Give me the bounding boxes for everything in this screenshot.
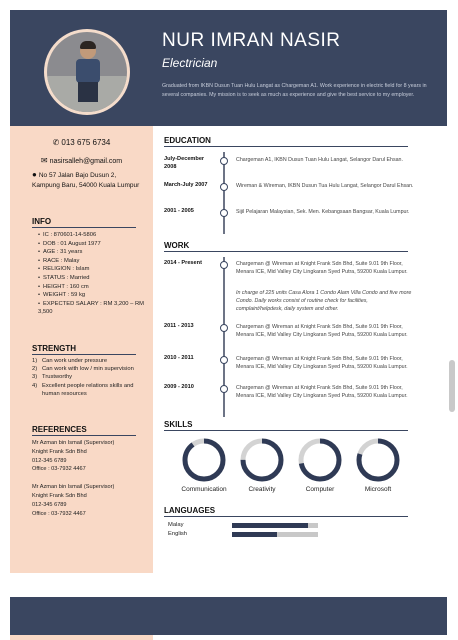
skill-ring-fill: [185, 441, 223, 479]
reference-office: Office : 03-7932 4467: [32, 510, 86, 517]
references-divider: [32, 435, 136, 436]
work-entry-text: Chargeman @ Wireman at Knight Frank Sdn Bhd, Suite 9.01 9th Floor, Menara ICE, Mid Valley City Lingkaran Syed Putra, 59200 Kuala Lumpur.: [236, 324, 408, 338]
work-entry-text: Chargeman @ Wireman at Knight Frank Sdn Bhd, Suite 9.01 9th Floor, Menara ICE, Mid Valley City Lingkaran Syed Putra, 59200 Kuala Lumpur.: [236, 356, 408, 370]
language-label: Malay: [168, 522, 184, 528]
language-bar-fill: [232, 523, 308, 528]
skill-item: [178, 436, 230, 493]
resume-page: [10, 10, 447, 573]
timeline-dot-icon: [220, 356, 228, 364]
work-divider: [164, 251, 408, 252]
phone-number: 013 675 6734: [61, 138, 111, 147]
skills-divider: [164, 430, 408, 431]
strength-text: Can work with low / min supervision: [42, 366, 134, 373]
reference-company: Knight Frank Sdn Bhd: [32, 492, 87, 499]
timeline-dot-icon: [220, 157, 228, 165]
next-page-left-column: [10, 635, 153, 640]
work-entry-text: Chargeman @ Wireman at Knight Frank Sdn Bhd, Suite 9.01 9th Floor, Menara ICE, Mid Valley City Lingkaran Syed Putra, 59200 Kuala Lumpur.: [236, 261, 408, 275]
next-page-header: [10, 597, 447, 635]
timeline-dot-icon: [220, 183, 228, 191]
strength-number: 2): [32, 366, 38, 373]
language-bar-fill: [232, 532, 277, 537]
skill-label: Creativity: [248, 486, 276, 493]
address-text: No 57 Jalan Bajo Dusun 2, Kampung Baru, 54000 Kuala Lumpur: [32, 172, 140, 189]
strength-text: Can work under pressure: [42, 358, 108, 364]
strength-list: [32, 357, 144, 398]
strength-text: Trustworthy: [42, 374, 73, 381]
envelope-icon: ✉: [40, 156, 48, 165]
work-entry-date: 2010 - 2011: [164, 355, 194, 361]
info-item: • WEIGHT : 59 kg: [38, 291, 150, 300]
info-item: • RACE : Malay: [38, 257, 150, 266]
education-divider: [164, 146, 408, 147]
info-item: • DOB : 01 August 1977: [38, 240, 150, 249]
references-list: [32, 439, 144, 518]
language-label: English: [168, 531, 188, 537]
location-pin-icon: ●: [32, 170, 37, 179]
skill-label: Microsoft: [364, 486, 392, 493]
languages-heading: LANGUAGES: [164, 506, 216, 515]
education-entry-text: Chargeman A1, IKBN Dusun Tuan Hulu Langat, Selangor Darul Ehsan.: [236, 157, 403, 163]
reference-office: Office : 03-7932 4467: [32, 466, 86, 473]
education-entry-date: July-December 2008: [164, 156, 205, 170]
strength-number: 3): [32, 374, 38, 381]
work-heading: WORK: [164, 241, 190, 250]
info-item: • AGE : 31 years: [38, 248, 150, 257]
strength-item: [32, 382, 144, 398]
education-entry-text: Sijil Pelajaran Malaysian, Sek. Men. Kebangsaan Bangsar, Kuala Lumpur.: [236, 209, 410, 215]
strength-text: Excellent people relations skills and human resources: [42, 382, 134, 397]
references-heading: REFERENCES: [32, 425, 87, 434]
education-entry-text: Wireman & Wireman, IKBN Dusun Tua Hulu Langat, Selangor Darul Ehsan.: [236, 183, 414, 189]
timeline-dot-icon: [220, 385, 228, 393]
reference-mobile: 012-345 6789: [32, 501, 67, 508]
strength-heading: STRENGTH: [32, 344, 76, 353]
work-entry-date: 2009 - 2010: [164, 384, 194, 390]
next-page-preview: [10, 585, 447, 640]
info-item: • HEIGHT : 160 cm: [38, 283, 150, 292]
languages-divider: [164, 516, 408, 517]
skill-label: Communication: [181, 486, 227, 493]
education-entry-date: 2001 - 2005: [164, 208, 194, 214]
job-title: Electrician: [162, 56, 218, 70]
contact-email: [10, 156, 153, 165]
strength-number: 1): [32, 358, 38, 364]
strength-number: 4): [32, 382, 38, 389]
work-entry-text: Chargeman @ Wireman at Knight Frank Sdn Bhd, Suite 9.01 9th Floor, Menara ICE, Mid Valley City Lingkaran Syed Putra, 59200 Kuala Lumpur.: [236, 385, 408, 399]
work-entry-date: 2011 - 2013: [164, 323, 194, 329]
language-bar-track: [232, 523, 318, 528]
timeline-dot-icon: [220, 261, 228, 269]
profile-summary: Graduated from IKBN Dusun Tuan Hulu Langat as Chargeman A1. Work experience in electric field for 8 years in several companies. My mission is to seek as much as experience and give the best service to my employer.: [162, 83, 427, 98]
skill-label: Computer: [305, 486, 335, 493]
strength-item: [32, 357, 144, 365]
scrollbar-thumb[interactable]: [449, 360, 455, 412]
profile-photo: [47, 32, 127, 112]
phone-icon: ✆: [52, 138, 60, 147]
skills-heading: SKILLS: [164, 420, 193, 429]
timeline-dot-icon: [220, 209, 228, 217]
skill-item: [236, 436, 288, 493]
education-heading: EDUCATION: [164, 136, 211, 145]
language-bar-track: [232, 532, 318, 537]
reference-entry: [32, 483, 144, 518]
reference-company: Knight Frank Sdn Bhd: [32, 448, 87, 455]
strength-item: [32, 373, 144, 381]
reference-mobile: 012-345 6789: [32, 457, 67, 464]
info-item: • IC : 870601-14-5806: [38, 231, 150, 240]
email-address: nasirsalleh@gmail.com: [49, 158, 123, 165]
reference-entry: [32, 439, 144, 474]
skill-ring: [238, 436, 286, 484]
work-entry-date: 2014 - Present: [164, 260, 202, 266]
skill-ring: [296, 436, 344, 484]
info-item: • STATUS : Married: [38, 274, 150, 283]
info-item: • RELIGION : Islam: [38, 265, 150, 274]
reference-name: Mr Azman bin Ismail (Supervisor): [32, 484, 115, 491]
education-entry-date: March-July 2007: [164, 182, 208, 188]
reference-name: Mr Azman bin Ismail (Supervisor): [32, 440, 115, 446]
info-list: [38, 231, 150, 317]
contact-address: [32, 170, 142, 191]
info-item: • EXPECTED SALARY : RM 3,200 – RM 3,500: [38, 300, 150, 317]
info-divider: [32, 227, 136, 228]
contact-phone: [10, 138, 153, 147]
work-entry-note: In charge of 225 units Casa Alora 1 Condo Alam Villa Condo and five more Condo. Daily works consist of routine check for facilities, complaint/helpdesk, daily system and other.: [236, 290, 412, 312]
skill-item: [294, 436, 346, 493]
candidate-name: NUR IMRAN NASIR: [162, 30, 341, 51]
skill-ring: [180, 436, 228, 484]
info-heading: INFO: [32, 217, 52, 226]
strength-item: [32, 365, 144, 373]
strength-divider: [32, 354, 136, 355]
skill-item: [352, 436, 404, 493]
skill-ring: [354, 436, 402, 484]
work-timeline: [223, 257, 225, 417]
timeline-dot-icon: [220, 324, 228, 332]
